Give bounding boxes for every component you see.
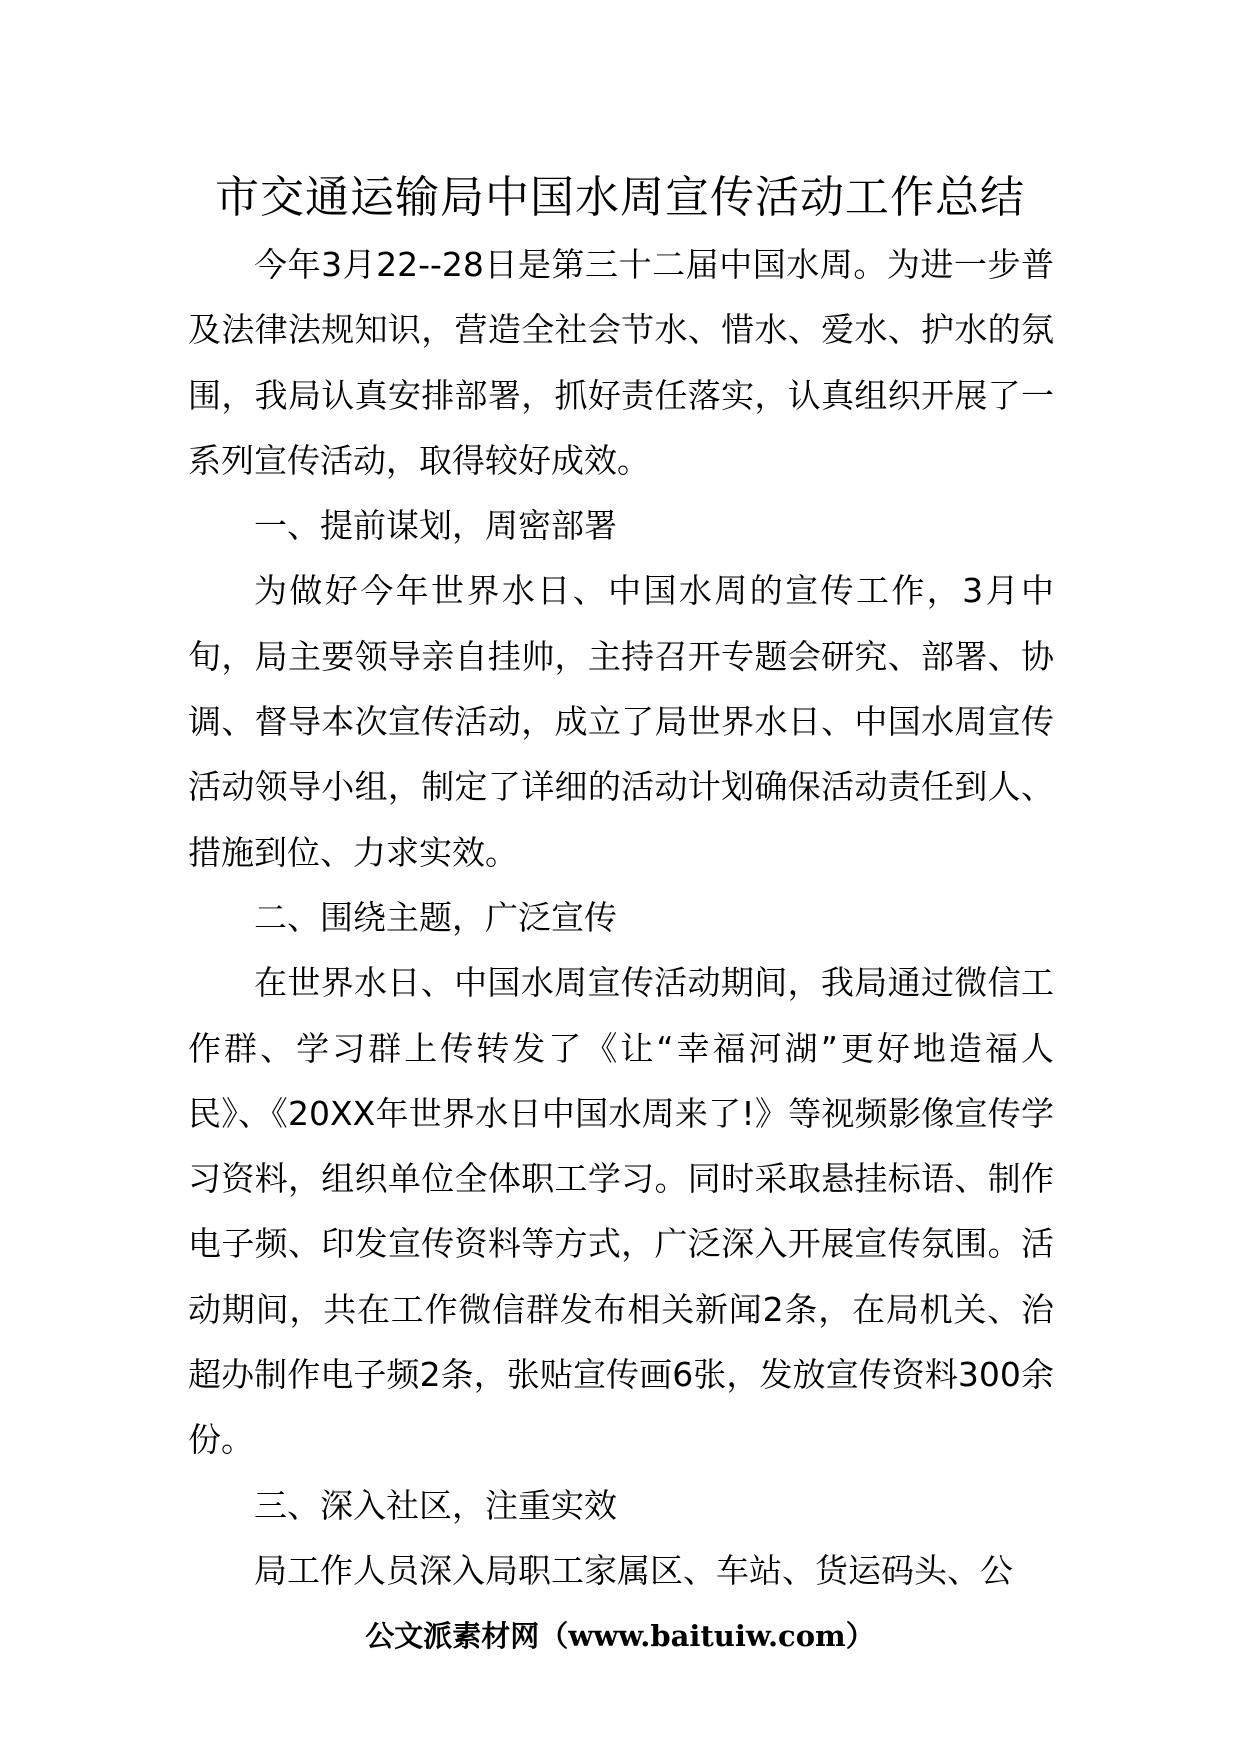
section-1-heading: 一、提前谋划，周密部署: [254, 506, 617, 546]
section-3-heading: 三、深入社区，注重实效: [254, 1485, 617, 1525]
section-1-paragraph: 为做好今年世界水日、中国水周的宣传工作，3月中旬，局主要领导亲自挂帅，主持召开专题会研究、部署、协调、督导本次宣传活动，成立了局世界水日、中国水周宣传活动领导小组，制定了详细的活动计划确保活动责任到人、措施到位、力求实效。: [188, 571, 1054, 872]
intro-paragraph: 今年3月22--28日是第三十二届中国水周。为进一步普及法律法规知识，营造全社会节水、惜水、爱水、护水的氛围，我局认真安排部署，抓好责任落实，认真组织开展了一系列宣传活动，取得较好成效。: [188, 245, 1054, 480]
section-2-paragraph: 在世界水日、中国水周宣传活动期间，我局通过微信工作群、学习群上传转发了《让“幸福河湖”更好地造福人民》、《20XX年世界水日中国水周来了!》等视频影像宣传学习资料，组织单位全体职工学习。同时采取悬挂标语、制作电子频、印发宣传资料等方式，广泛深入开展宣传氛围。活动期间，共在工作微信群发布相关新闻2条，在局机关、治超办制作电子频2条，张贴宣传画6张，发放宣传资料300余份。: [188, 963, 1054, 1460]
document-title: 市交通运输局中国水周宣传活动工作总结: [215, 172, 1025, 223]
document-body: [188, 232, 1054, 1603]
section-3-paragraph: 局工作人员深入局职工家属区、车站、货运码头、公: [254, 1550, 1013, 1590]
section-2-heading: 二、围绕主题，广泛宣传: [254, 897, 617, 937]
footer-watermark: 公文派素材网（www.baituiw.com）: [365, 1619, 875, 1653]
